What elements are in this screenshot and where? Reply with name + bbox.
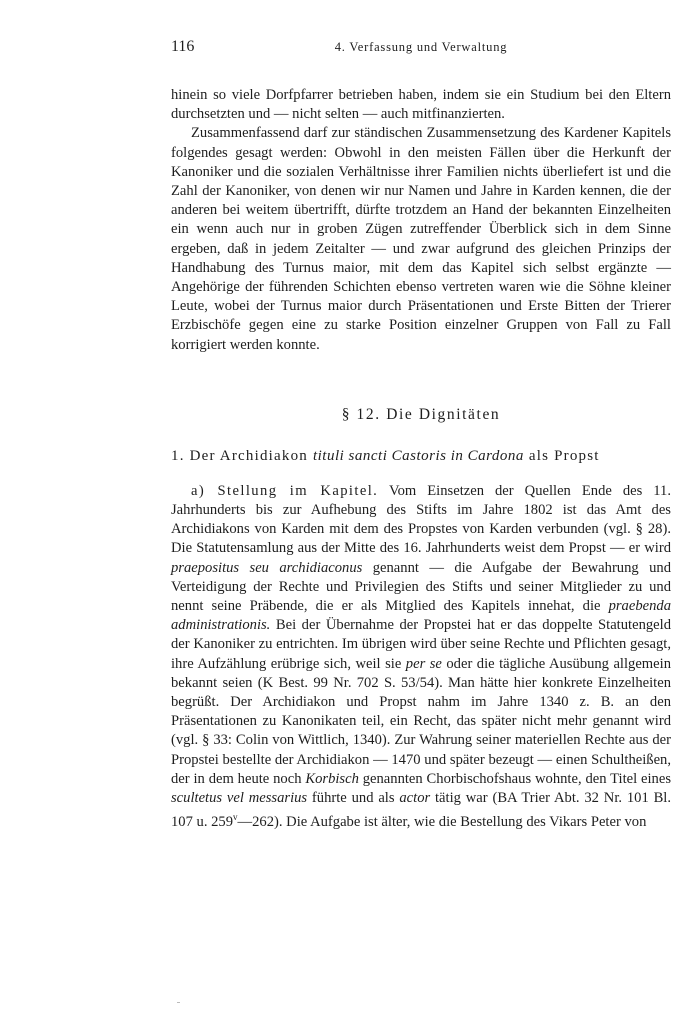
superscript: v — [233, 812, 238, 823]
italic-run: scultetus vel messarius — [171, 790, 308, 807]
section-heading: § 12. Die Dignitäten — [341, 405, 501, 423]
paragraph-label: a) Stellung im Kapitel. — [191, 482, 379, 499]
italic-run: praepositus seu archidiaconus — [171, 559, 363, 576]
subheading-suffix: als Propst — [523, 447, 600, 464]
italic-run: per se — [405, 655, 442, 672]
paragraph-continued: hinein so viele Dorfpfarrer betrieben haben, indem sie ein Studium bei den Eltern durchsetzten und — nicht selten — auch mitfinanzierten. — [171, 87, 671, 123]
italic-run: praebenda administrationis. — [171, 598, 671, 634]
text-run: Bei der Übernahme der Propstei hat er das doppelte Statutengeld der Kanoniker zu entrichten. Im übrigen wird über seine Rechte und Pflichten gesagt, ihre Aufzählung erübrige sich, weil sie — [171, 617, 671, 672]
text-run: —262). Die Aufgabe ist älter, wie die Bestellung des Vikars Peter von — [237, 814, 647, 831]
page-number: 116 — [171, 38, 195, 55]
page-header — [171, 38, 671, 62]
italic-run: actor — [399, 790, 431, 807]
body-text-top — [171, 86, 671, 355]
subheading-prefix: 1. Der Archidiakon — [171, 447, 313, 464]
document-page — [171, 38, 671, 832]
scan-mark — [177, 1002, 180, 1003]
subheading-italic: tituli sancti Castoris in Cardona — [312, 447, 524, 464]
text-run: tätig war (BA Trier Abt. 32 Nr. 101 Bl. 107 u. 259 — [171, 790, 672, 831]
text-run: führte und als — [307, 790, 400, 807]
text-run: genannten Chorbischofshaus wohnte, den Titel eines — [358, 770, 671, 787]
text-run: Vom Einsetzen der Quellen Ende des 11. Jahrhunderts bis zur Aufhebung des Stifts im Jahre 1802 ist das Amt des Archidiakons von Karden mit dem des Propstes von Karden verbunden (vgl. § 28). Die Statutensamlung aus der Mitte des 16. Jahrhunderts weist dem Propst — er wird — [171, 482, 672, 557]
text-run: genannt — die Aufgabe der Bewahrung und Verteidigung der Rechte und Privilegien des Stifts und seiner Mitglieder zu und nennt seine Präbende, die er als Mitglied des Kapitels innehat, die — [171, 559, 671, 615]
running-title: 4. Verfassung und Verwaltung — [334, 40, 508, 54]
subsection-heading — [171, 448, 671, 467]
italic-run: Korbisch — [305, 770, 359, 787]
text-run: oder die tägliche Ausübung allgemein bekannt seien (K Best. 99 Nr. 702 S. 53/54). Man hätte hier konkrete Einzelheiten begrüßt. Der Archidiakon und Propst nahm im Jahre 1340 z. B. an den Präsentationen zu Kanonikaten teil, ein Recht, das später nicht mehr genannt wird (vgl. § 33: Colin von Wittlich, 1340). Zur Wahrung seiner materiellen Rechte aus der Propstei bestellte der Archidiakon — 1470 und später bezeugt — einen Schultheißen, der in dem heute noch — [171, 655, 671, 787]
body-text-bottom — [171, 482, 671, 833]
paragraph-summary: Zusammenfassend darf zur ständischen Zusammensetzung des Kardener Kapitels folgendes gesagt werden: Obwohl in den meisten Fällen über die Herkunft der Kanoniker und die sozialen Verhältnisse ihrer Familien nichts überliefert ist und die Zahl der Kanoniker, von denen wir nur Namen und Jahre in Karden kennen, die der anderen bei weitem übertrifft, dürfte trotzdem an Hand der bekannten Einzelheiten ein wenn auch nur in groben Zügen zutreffender Überblick sich in dem Sinne ergeben, daß in jedem Zeitalter — und zwar aufgrund des gleichen Prinzips der Handhabung des Turnus maior, mit dem das Kapitel sich selbst ergänzte — Angehörige der führenden Schichten ebenso vertreten waren wie die Söhne kleiner Leute, wobei der Turnus maior durch Präsentationen und Erste Bitten der Trierer Erzbischöfe gegen eine zu starke Position einzelner Gruppen von Fall zu Fall korrigiert werden konnte. — [171, 125, 671, 353]
paragraph-stellung — [171, 482, 671, 833]
